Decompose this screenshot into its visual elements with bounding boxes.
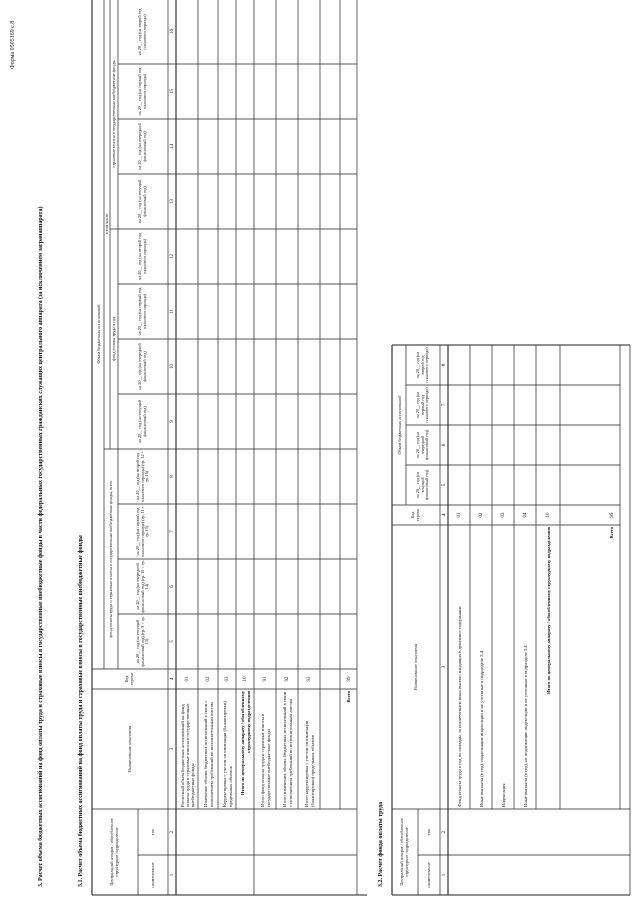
t1-fot-header: фонд оплаты труда в год bbox=[110, 317, 116, 361]
t1-row-label: Итого фонд оплаты труда и страховые взносы в государственные внебюджетные фонды bbox=[260, 713, 271, 807]
t2-row-label: Иные выплаты (в год), подлежащие индексации и не учтенные в подразделе 3.4 bbox=[478, 651, 484, 807]
t1-col-header: на 20__ год (на очередной финансовый год) (гр. 10 + гр. 14) bbox=[134, 560, 150, 613]
t1-fot-total-header: фонд оплаты труда и страховые взносы в государственные внебюджетные фонды, всего bbox=[107, 480, 113, 638]
t1-col-header: на 20__ год (на текущий финансовый год) bbox=[137, 399, 147, 444]
t1-col-num: 3 bbox=[169, 747, 175, 751]
t2-col-header: на 20__ год (на очередной финансовый год) bbox=[414, 429, 430, 461]
t2-type-header: тип bbox=[425, 828, 431, 836]
t2-code-header: Код строки bbox=[410, 508, 420, 522]
t1-col-header: на 20__ год (на второй год планового периода) bbox=[137, 233, 147, 280]
t1-col-num: 1 bbox=[169, 873, 175, 877]
t2-col-num: 5 bbox=[441, 483, 447, 487]
t1-row-code: 93 bbox=[307, 676, 312, 682]
t2-row-label: Фонд оплаты труда в год по окладам, за исключением иных выплат, входящих в денежное содержание bbox=[456, 606, 462, 807]
t2-row-label: Индексация bbox=[500, 783, 506, 807]
t1-col-num: 11 bbox=[169, 309, 175, 314]
t2-row-label: Всего bbox=[609, 527, 615, 539]
t1-row-code: 92 bbox=[285, 676, 290, 682]
t2-col-header: на 20__ год (на второй год планового периода) bbox=[414, 347, 430, 383]
t2-unit-header: Центральный аппарат / обособленное структурное подразделение bbox=[399, 818, 409, 886]
t1-col-header: на 20__ год (на второй год планового периода) bbox=[137, 8, 147, 56]
t1-col-num: 7 bbox=[169, 530, 175, 533]
t1-col-num: 9 bbox=[169, 420, 175, 423]
t2-row-code: 99 bbox=[609, 512, 615, 518]
form-code: Форма 0505169 с.8 bbox=[10, 20, 16, 69]
t2-row-label: Итого по центральному аппарату / обособленному структурному подразделению bbox=[545, 527, 551, 695]
t1-name-header: наименование bbox=[149, 862, 155, 888]
t1-row-code: 01 bbox=[185, 676, 190, 682]
t1-row-code: 99 bbox=[346, 676, 352, 682]
t1-col-header: на 20__ год (на текущий финансовый год) (гр. 9 + гр. 13) bbox=[134, 616, 150, 667]
t1-col-header: на 20__ год (на первый год планового периода) bbox=[137, 287, 147, 336]
t1-col-num: 16 bbox=[169, 29, 175, 34]
t1-type-header: тип bbox=[149, 828, 155, 836]
t2-row-code: 01 bbox=[457, 512, 462, 518]
t1-row-code: 02 bbox=[206, 676, 211, 682]
t1-col-num: 5 bbox=[169, 640, 175, 643]
t1-col-header: на 20__ год (на второй год планового периода) (гр. 12 + гр. 16) bbox=[134, 450, 150, 503]
t1-col-header: на 20__ год (на первый год планового периода) (гр. 11 + гр. 15) bbox=[134, 506, 150, 557]
section-3-1-title: 3.1. Расчет объема бюджетных ассигнований на фонд оплаты труда и страховые взносы в государственные внебюджетные фонды bbox=[78, 535, 84, 887]
t1-row-label: Итого по центральному аппарату / обособленному структурному подразделению bbox=[240, 691, 251, 796]
t1-col-num: 14 bbox=[169, 144, 175, 149]
t1-col-num: 2 bbox=[169, 830, 175, 834]
t2-row-label: Иные выплаты (в год), не подлежащие индексации и не учтенные в подразделе 3.4 bbox=[522, 645, 528, 807]
t2-col-header: на 20__ год (на первый год планового периода) bbox=[414, 387, 430, 423]
t1-col-header: на 20__ год (на очередной финансовый год) bbox=[137, 343, 147, 390]
t2-row-code: 10 bbox=[546, 512, 551, 518]
t1-col-num: 10 bbox=[169, 364, 175, 369]
t1-col-num: 15 bbox=[169, 89, 175, 94]
t2-col-num: 2 bbox=[441, 830, 447, 834]
t2-row-code: 02 bbox=[479, 512, 484, 518]
t1-col-num: 12 bbox=[169, 254, 175, 259]
t1-col-num: 13 bbox=[169, 199, 175, 204]
section-3-title: 3. Расчет объема бюджетных ассигнований на фонд оплаты труда и страховые взносы в государственные внебюджетные фонды в части федеральных государственных гражданских служащих центрального аппарата (за исключением загранаппарата) bbox=[38, 206, 44, 887]
t1-col-header: на 20__ год (на очередной финансовый год) bbox=[137, 123, 147, 170]
t1-col-header: на 20__ год (на текущий финансовый год) bbox=[137, 179, 147, 224]
t1-volume-header: Объем бюджетных ассигнований bbox=[95, 304, 101, 364]
t1-row-code: 03 bbox=[225, 676, 230, 682]
t1-row-label: Корректировка с учетом оптимизации (балансировки) предельных объемов bbox=[222, 701, 233, 807]
t1-col-num: 6 bbox=[169, 585, 175, 588]
t2-row-code: 04 bbox=[523, 512, 528, 518]
t2-name-header: наименование bbox=[425, 862, 431, 888]
t1-row-label: Итого изменения объема бюджетных ассигнований в связи с исполнением требований по исполнительным листам bbox=[282, 691, 293, 807]
t2-col-num: 8 bbox=[441, 363, 447, 367]
section-3-2-title: 3.2. Расчет фонда оплаты труда bbox=[378, 801, 384, 887]
t2-col-header: на 20__ год (на текущий финансовый год) bbox=[414, 469, 430, 501]
t2-volume-header: Объем бюджетных ассигнований bbox=[396, 395, 402, 455]
t2-col-num: 6 bbox=[441, 443, 447, 447]
t1-row-label: Всего bbox=[346, 691, 352, 703]
t1-row-label: Расчетный объем бюджетных ассигнований на фонд оплаты труда и страховые взносы в государственные внебюджетные фонды bbox=[179, 703, 196, 807]
t1-col-num: 8 bbox=[169, 475, 175, 478]
t1-row-code: 91 bbox=[263, 676, 268, 682]
t1-code-header: Код строки bbox=[124, 672, 134, 686]
t2-col-num: 4 bbox=[441, 513, 447, 517]
t2-indicator-header: Наименование показателя bbox=[412, 643, 418, 691]
t1-row-label: Изменение объема бюджетных ассигнований в связи с исполнением требований по исполнительным листам bbox=[203, 700, 214, 807]
t2-row-code: 03 bbox=[501, 512, 506, 518]
t1-row-label: Итого корректировка с учетом оптимизации (балансировки) предельных объемов bbox=[304, 720, 315, 807]
t1-unit-header: Центральный аппарат / обособленное структурное подразделение bbox=[109, 818, 119, 886]
t1-ins-header: страховые взносы в государственные внебюджетные фонды bbox=[110, 60, 116, 168]
t1-including-header: в том числе bbox=[103, 213, 109, 235]
t1-col-header: на 20__ год (на первый год планового периода) bbox=[137, 67, 147, 116]
t1-row-code: 10 bbox=[243, 676, 248, 682]
t2-col-num: 7 bbox=[441, 403, 447, 407]
t1-indicator-header: Наименование показателя bbox=[126, 725, 132, 773]
t2-col-num: 3 bbox=[441, 665, 447, 669]
t2-col-num: 1 bbox=[441, 873, 447, 877]
t1-col-num: 4 bbox=[169, 677, 175, 681]
